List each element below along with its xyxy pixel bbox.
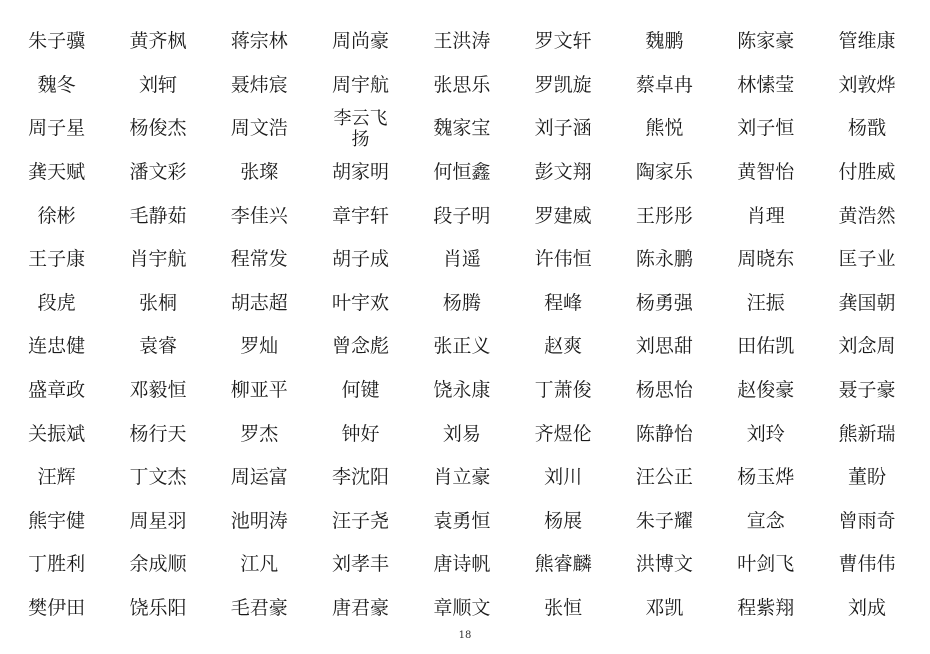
name-cell: 刘川	[544, 466, 583, 489]
name-cell: 罗建威	[534, 204, 592, 227]
name-cell: 周子星	[28, 117, 86, 140]
name-cell: 江凡	[240, 553, 279, 576]
name-cell: 刘子涵	[534, 117, 592, 140]
name-cell: 朱子耀	[635, 509, 693, 532]
name-cell: 刘成	[848, 597, 887, 620]
name-cell: 肖理	[746, 204, 785, 227]
name-cell: 刘轲	[138, 73, 177, 96]
name-cell: 熊悦	[645, 117, 684, 140]
name-cell: 聂子豪	[838, 379, 896, 402]
name-cell: 丁文杰	[129, 466, 187, 489]
name-cell: 何键	[341, 379, 380, 402]
name-cell: 杨勇强	[635, 291, 693, 314]
name-cell: 张桐	[138, 291, 177, 314]
name-cell: 肖立豪	[433, 466, 491, 489]
name-cell: 罗杰	[240, 422, 279, 445]
name-cell: 程常发	[230, 248, 288, 271]
name-cell: 程峰	[544, 291, 583, 314]
name-cell: 罗文轩	[534, 30, 592, 53]
name-cell: 邓毅恒	[129, 379, 187, 402]
name-cell: 许伟恒	[534, 248, 592, 271]
name-cell: 刘思甜	[635, 335, 693, 358]
name-cell: 张璨	[240, 161, 279, 184]
name-cell: 魏家宝	[433, 117, 491, 140]
name-cell: 陈静怡	[635, 422, 693, 445]
name-cell: 魏冬	[37, 73, 76, 96]
name-cell: 杨展	[544, 509, 583, 532]
name-cell: 陶家乐	[635, 161, 693, 184]
name-cell: 陈家豪	[737, 30, 795, 53]
name-cell: 罗凯旋	[534, 73, 592, 96]
name-cell: 杨思怡	[635, 379, 693, 402]
name-cell: 章顺文	[433, 597, 491, 620]
name-cell: 周运富	[230, 466, 288, 489]
name-cell: 饶乐阳	[129, 597, 187, 620]
name-cell: 何恒鑫	[433, 161, 491, 184]
name-cell: 洪博文	[635, 553, 693, 576]
name-cell: 彭文翔	[534, 161, 592, 184]
name-cell: 熊睿麟	[534, 553, 592, 576]
name-cell: 杨玉烨	[737, 466, 795, 489]
name-cell: 袁睿	[138, 335, 177, 358]
name-cell: 汪子尧	[332, 509, 390, 532]
name-cell: 田佑凯	[737, 335, 795, 358]
name-cell: 胡志超	[230, 291, 288, 314]
name-cell: 汪振	[746, 291, 785, 314]
name-cell: 李沈阳	[332, 466, 390, 489]
name-cell: 陈永鹏	[635, 248, 693, 271]
name-cell: 黄智怡	[737, 161, 795, 184]
name-cell: 张恒	[544, 597, 583, 620]
name-cell: 杨行天	[129, 422, 187, 445]
name-cell: 章宇轩	[332, 204, 390, 227]
name-cell: 宣念	[746, 509, 785, 532]
name-cell: 叶宇欢	[332, 291, 390, 314]
name-cell: 盛章政	[28, 379, 86, 402]
name-cell: 钟好	[341, 422, 380, 445]
name-cell: 曹伟伟	[838, 553, 896, 576]
name-cell: 熊新瑞	[838, 422, 896, 445]
name-cell: 程紫翔	[737, 597, 795, 620]
name-cell: 叶剑飞	[737, 553, 795, 576]
name-cell: 饶永康	[433, 379, 491, 402]
name-cell: 赵爽	[544, 335, 583, 358]
name-list-grid	[6, 20, 918, 630]
name-cell: 胡家明	[332, 161, 390, 184]
name-cell: 魏鹏	[645, 30, 684, 53]
name-cell: 丁胜利	[28, 553, 86, 576]
name-cell: 张正义	[433, 335, 491, 358]
name-cell: 唐君豪	[332, 597, 390, 620]
name-cell: 杨俊杰	[129, 117, 187, 140]
name-cell: 聂炜宸	[230, 73, 288, 96]
name-cell: 周尚豪	[332, 30, 390, 53]
name-cell: 邓凯	[645, 597, 684, 620]
name-cell: 付胜威	[838, 161, 896, 184]
name-cell: 丁萧俊	[534, 379, 592, 402]
name-cell: 罗灿	[240, 335, 279, 358]
name-cell: 胡子成	[332, 248, 390, 271]
name-cell: 关振斌	[28, 422, 86, 445]
name-cell: 王彤彤	[635, 204, 693, 227]
name-cell: 匡子业	[838, 248, 896, 271]
name-cell: 刘易	[442, 422, 481, 445]
name-cell: 曾雨奇	[838, 509, 896, 532]
name-cell: 刘念周	[838, 335, 896, 358]
name-cell: 林愫莹	[737, 73, 795, 96]
name-cell: 刘子恒	[737, 117, 795, 140]
name-cell: 杨戬	[848, 117, 887, 140]
name-cell: 黄齐枫	[129, 30, 187, 53]
name-cell: 徐彬	[37, 204, 76, 227]
name-cell: 袁勇恒	[433, 509, 491, 532]
name-cell: 刘孝丰	[332, 553, 390, 576]
name-cell: 李佳兴	[230, 204, 288, 227]
name-cell: 毛静茹	[129, 204, 187, 227]
name-cell: 刘敦烨	[838, 73, 896, 96]
name-cell: 张思乐	[433, 73, 491, 96]
name-cell: 汪辉	[37, 466, 76, 489]
name-cell: 池明涛	[230, 509, 288, 532]
name-cell: 唐诗帆	[433, 553, 491, 576]
name-cell: 樊伊田	[28, 597, 86, 620]
name-cell: 黄浩然	[838, 204, 896, 227]
name-cell: 段子明	[433, 204, 491, 227]
name-cell: 王洪涛	[433, 30, 491, 53]
name-cell: 连忠健	[28, 335, 86, 358]
name-cell: 周宇航	[332, 73, 390, 96]
name-cell: 龚国朝	[838, 291, 896, 314]
name-cell: 熊宇健	[28, 509, 86, 532]
name-cell: 周晓东	[737, 248, 795, 271]
name-cell: 管维康	[838, 30, 896, 53]
name-cell: 李云飞扬	[333, 107, 388, 150]
name-cell: 齐煜伦	[534, 422, 592, 445]
name-cell: 肖宇航	[129, 248, 187, 271]
name-cell: 柳亚平	[230, 379, 288, 402]
name-cell: 杨腾	[442, 291, 481, 314]
name-cell: 赵俊豪	[737, 379, 795, 402]
name-cell: 余成顺	[129, 553, 187, 576]
name-cell: 周文浩	[230, 117, 288, 140]
name-cell: 曾念彪	[332, 335, 390, 358]
name-cell: 潘文彩	[129, 161, 187, 184]
name-cell: 汪公正	[635, 466, 693, 489]
page-number: 18	[458, 630, 472, 641]
name-cell: 肖遥	[442, 248, 481, 271]
name-cell: 刘玲	[746, 422, 785, 445]
name-cell: 段虎	[37, 291, 76, 314]
name-cell: 周星羽	[129, 509, 187, 532]
name-cell: 龚天赋	[28, 161, 86, 184]
name-cell: 蔡卓冉	[635, 73, 693, 96]
name-cell: 王子康	[28, 248, 86, 271]
name-cell: 朱子骥	[28, 30, 86, 53]
name-cell: 毛君豪	[230, 597, 288, 620]
name-cell: 蒋宗林	[230, 30, 288, 53]
name-cell: 董盼	[848, 466, 887, 489]
